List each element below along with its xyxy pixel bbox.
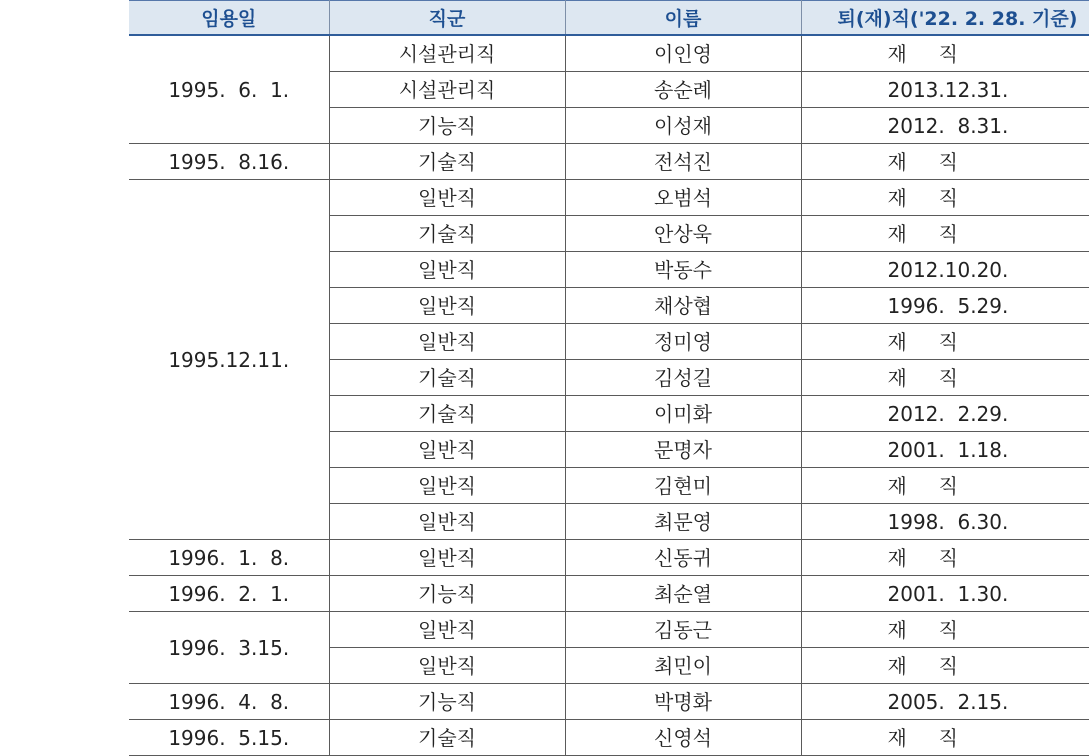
name-cell: 채상협 <box>565 288 801 324</box>
table-header <box>129 1 1089 36</box>
table-row <box>129 180 1089 216</box>
appointment-date-cell: 1996. 3.15. <box>129 612 329 684</box>
job-group-cell: 일반직 <box>329 612 565 648</box>
name-cell: 최순열 <box>565 576 801 612</box>
retirement-status-cell: 재 직 <box>801 540 1089 576</box>
name-cell: 이미화 <box>565 396 801 432</box>
name-cell: 김현미 <box>565 468 801 504</box>
name-cell: 문명자 <box>565 432 801 468</box>
job-group-cell: 기술직 <box>329 216 565 252</box>
name-cell: 정미영 <box>565 324 801 360</box>
job-group-cell: 일반직 <box>329 432 565 468</box>
name-cell: 최민이 <box>565 648 801 684</box>
table-row <box>129 684 1089 720</box>
header-appointment-date: 임용일 <box>129 1 329 36</box>
job-group-cell: 일반직 <box>329 468 565 504</box>
header-row <box>129 1 1089 36</box>
retirement-status-cell: 재 직 <box>801 648 1089 684</box>
retirement-status-cell: 2012. 2.29. <box>801 396 1089 432</box>
retirement-status-cell: 2001. 1.18. <box>801 432 1089 468</box>
appointment-date-cell: 1995. 6. 1. <box>129 35 329 144</box>
retirement-status-cell: 재 직 <box>801 35 1089 72</box>
retirement-status-cell: 2005. 2.15. <box>801 684 1089 720</box>
job-group-cell: 시설관리직 <box>329 72 565 108</box>
job-group-cell: 일반직 <box>329 324 565 360</box>
table-row <box>129 720 1089 756</box>
job-group-cell: 일반직 <box>329 288 565 324</box>
retirement-status-cell: 2013.12.31. <box>801 72 1089 108</box>
name-cell: 신영석 <box>565 720 801 756</box>
appointment-date-cell: 1995.12.11. <box>129 180 329 540</box>
name-cell: 최문영 <box>565 504 801 540</box>
appointment-date-cell: 1996. 4. 8. <box>129 684 329 720</box>
header-job-group: 직군 <box>329 1 565 36</box>
retirement-status-cell: 재 직 <box>801 144 1089 180</box>
table-row <box>129 144 1089 180</box>
retirement-status-cell: 재 직 <box>801 324 1089 360</box>
retirement-status-cell: 재 직 <box>801 468 1089 504</box>
name-cell: 송순례 <box>565 72 801 108</box>
retirement-status-cell: 1998. 6.30. <box>801 504 1089 540</box>
header-name: 이름 <box>565 1 801 36</box>
job-group-cell: 일반직 <box>329 540 565 576</box>
retirement-status-cell: 재 직 <box>801 360 1089 396</box>
job-group-cell: 기술직 <box>329 720 565 756</box>
name-cell: 안상욱 <box>565 216 801 252</box>
retirement-status-cell: 재 직 <box>801 612 1089 648</box>
retirement-status-cell: 재 직 <box>801 720 1089 756</box>
name-cell: 신동귀 <box>565 540 801 576</box>
name-cell: 이인영 <box>565 35 801 72</box>
job-group-cell: 일반직 <box>329 180 565 216</box>
name-cell: 김동근 <box>565 612 801 648</box>
job-group-cell: 기술직 <box>329 360 565 396</box>
table-row <box>129 576 1089 612</box>
appointment-date-cell: 1996. 2. 1. <box>129 576 329 612</box>
name-cell: 전석진 <box>565 144 801 180</box>
job-group-cell: 기술직 <box>329 396 565 432</box>
job-group-cell: 기술직 <box>329 144 565 180</box>
job-group-cell: 기능직 <box>329 108 565 144</box>
job-group-cell: 일반직 <box>329 648 565 684</box>
table-body <box>129 35 1089 756</box>
name-cell: 박동수 <box>565 252 801 288</box>
appointment-date-cell: 1996. 5.15. <box>129 720 329 756</box>
appointment-table <box>129 0 1089 756</box>
retirement-status-cell: 재 직 <box>801 216 1089 252</box>
retirement-status-cell: 2001. 1.30. <box>801 576 1089 612</box>
retirement-status-cell: 2012.10.20. <box>801 252 1089 288</box>
table-row <box>129 35 1089 72</box>
name-cell: 이성재 <box>565 108 801 144</box>
name-cell: 김성길 <box>565 360 801 396</box>
appointment-date-cell: 1996. 1. 8. <box>129 540 329 576</box>
job-group-cell: 기능직 <box>329 684 565 720</box>
job-group-cell: 기능직 <box>329 576 565 612</box>
job-group-cell: 일반직 <box>329 252 565 288</box>
name-cell: 박명화 <box>565 684 801 720</box>
retirement-status-cell: 재 직 <box>801 180 1089 216</box>
name-cell: 오범석 <box>565 180 801 216</box>
header-retirement-status: 퇴(재)직('22. 2. 28. 기준) <box>801 1 1089 36</box>
retirement-status-cell: 1996. 5.29. <box>801 288 1089 324</box>
table-row <box>129 612 1089 648</box>
job-group-cell: 일반직 <box>329 504 565 540</box>
retirement-status-cell: 2012. 8.31. <box>801 108 1089 144</box>
job-group-cell: 시설관리직 <box>329 35 565 72</box>
table-row <box>129 540 1089 576</box>
appointment-date-cell: 1995. 8.16. <box>129 144 329 180</box>
